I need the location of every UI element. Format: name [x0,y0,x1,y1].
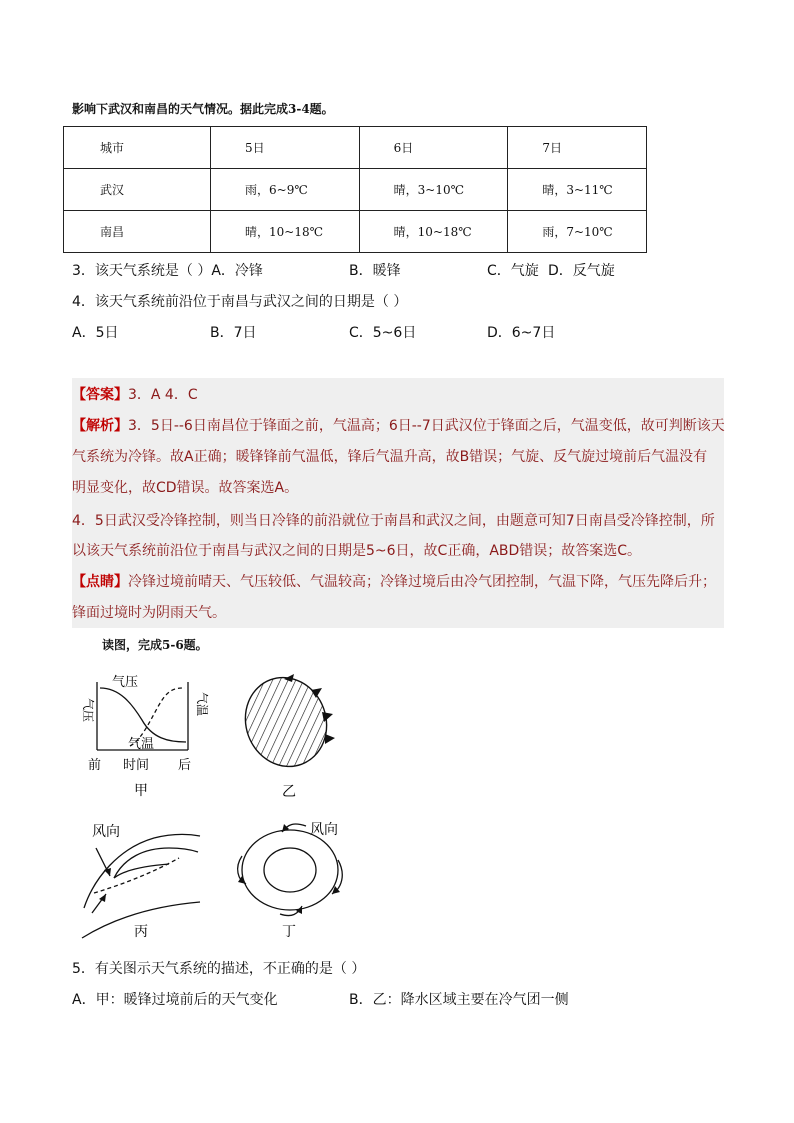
x-label-time: 时间 [123,758,150,773]
q5-option-a: A．甲：暖锋过境前后的天气变化 [72,992,278,1008]
q5-stem: 5．有关图示天气系统的描述，不正确的是（ ） [72,961,366,977]
isobar-outer [84,834,200,908]
analysis-text: 3．5日--6日南昌位于锋面之前，气温高；6日--7日武汉位于锋面之后，气温变低，故可判断该天 [128,418,725,434]
wind-label: 风向 [310,822,338,838]
isobar-middle-top [114,848,198,878]
figure-jia-label: 甲 [134,783,148,799]
header-city: 城市 [64,127,211,169]
section-intro: 影响下武汉和南昌的天气情况。据此完成3-4题。 [72,102,334,116]
y-axis-right-label: 气温 [195,692,209,717]
q3-option-c: C．气旋 [487,263,539,279]
table-cell: 晴，3~11℃ [508,169,647,211]
temperature-label: 气温 [128,737,155,752]
figure-yi [236,670,346,803]
figure-bing [74,818,214,940]
table-cell: 晴，10~18℃ [211,211,360,253]
isobar-outer [242,830,338,910]
analysis-tag: 【解析】 [72,418,128,434]
table-header-row [64,127,647,169]
answer-line [72,385,198,405]
y-axis-left-label: 气压 [81,698,95,723]
table-cell: 武汉 [64,169,211,211]
q4-option-c: C．5~6日 [349,325,417,341]
q4-option-d: D．6~7日 [487,325,556,341]
figure-yi-label: 乙 [282,784,296,800]
trough-line [94,858,179,893]
table-cell: 雨，7~10℃ [508,211,647,253]
point-line [72,572,716,592]
analysis-text: 4．5日武汉受冷锋控制，则当日冷锋的前沿就位于南昌和武汉之间，由题意可知7日南昌受冷锋控制，所 [72,513,715,529]
cold-front-triangle [325,734,335,744]
point-text: 锋面过境时为阴雨天气。 [72,605,226,621]
q3-stem: 3．该天气系统是（ ）A．冷锋 [72,263,263,279]
q4-stem: 4．该天气系统前沿位于南昌与武汉之间的日期是（ ） [72,294,408,310]
pressure-label: 气压 [112,675,139,690]
figure-intro: 读图，完成5-6题。 [102,638,208,652]
answer-tag: 【答案】 [72,387,128,403]
table-cell: 晴，3~10℃ [359,169,508,211]
figure-ding [232,818,352,942]
x-label-before: 前 [88,758,102,773]
x-label-after: 后 [178,758,192,773]
figure-jia [60,668,210,803]
q5-option-b: B．乙：降水区域主要在冷气团一侧 [349,992,569,1008]
header-day5: 5日 [211,127,360,169]
q4-option-a: A．5日 [72,325,119,341]
table-cell: 雨，6~9℃ [211,169,360,211]
table-row [64,169,647,211]
analysis-text: 气系统为冷锋。故A正确；暖锋锋前气温低，锋后气温升高，故B错误；气旋、反气旋过境前后气温没有 [72,449,708,465]
header-day6: 6日 [359,127,508,169]
wind-arrow-head [99,894,106,902]
table-row [64,211,647,253]
figure-bing-label: 丙 [134,924,148,940]
table-cell: 晴，10~18℃ [359,211,508,253]
point-text: 冷锋过境前晴天、气压较低、气温较高；冷锋过境后由冷气团控制，气温下降，气压先降后升； [128,574,716,590]
analysis-text: 以该天气系统前沿位于南昌与武汉之间的日期是5~6日，故C正确，ABD错误；故答案选C。 [72,543,642,559]
front-ellipse [236,670,339,778]
table-cell: 南昌 [64,211,211,253]
q3-option-b: B．暖锋 [349,263,401,279]
analysis-text: 明显变化，故CD错误。故答案选A。 [72,480,299,496]
figure-ding-label: 丁 [282,924,296,940]
wind-label: 风向 [92,824,120,840]
header-day7: 7日 [508,127,647,169]
isobar-inner [264,848,316,892]
answer-text: 3．A 4．C [128,387,198,403]
analysis-line [72,416,725,436]
point-tag: 【点睛】 [72,574,128,590]
weather-table [63,126,647,253]
q4-option-b: B．7日 [210,325,257,341]
q3-option-d: D．反气旋 [548,263,615,279]
wind-arrow-head [104,868,111,876]
